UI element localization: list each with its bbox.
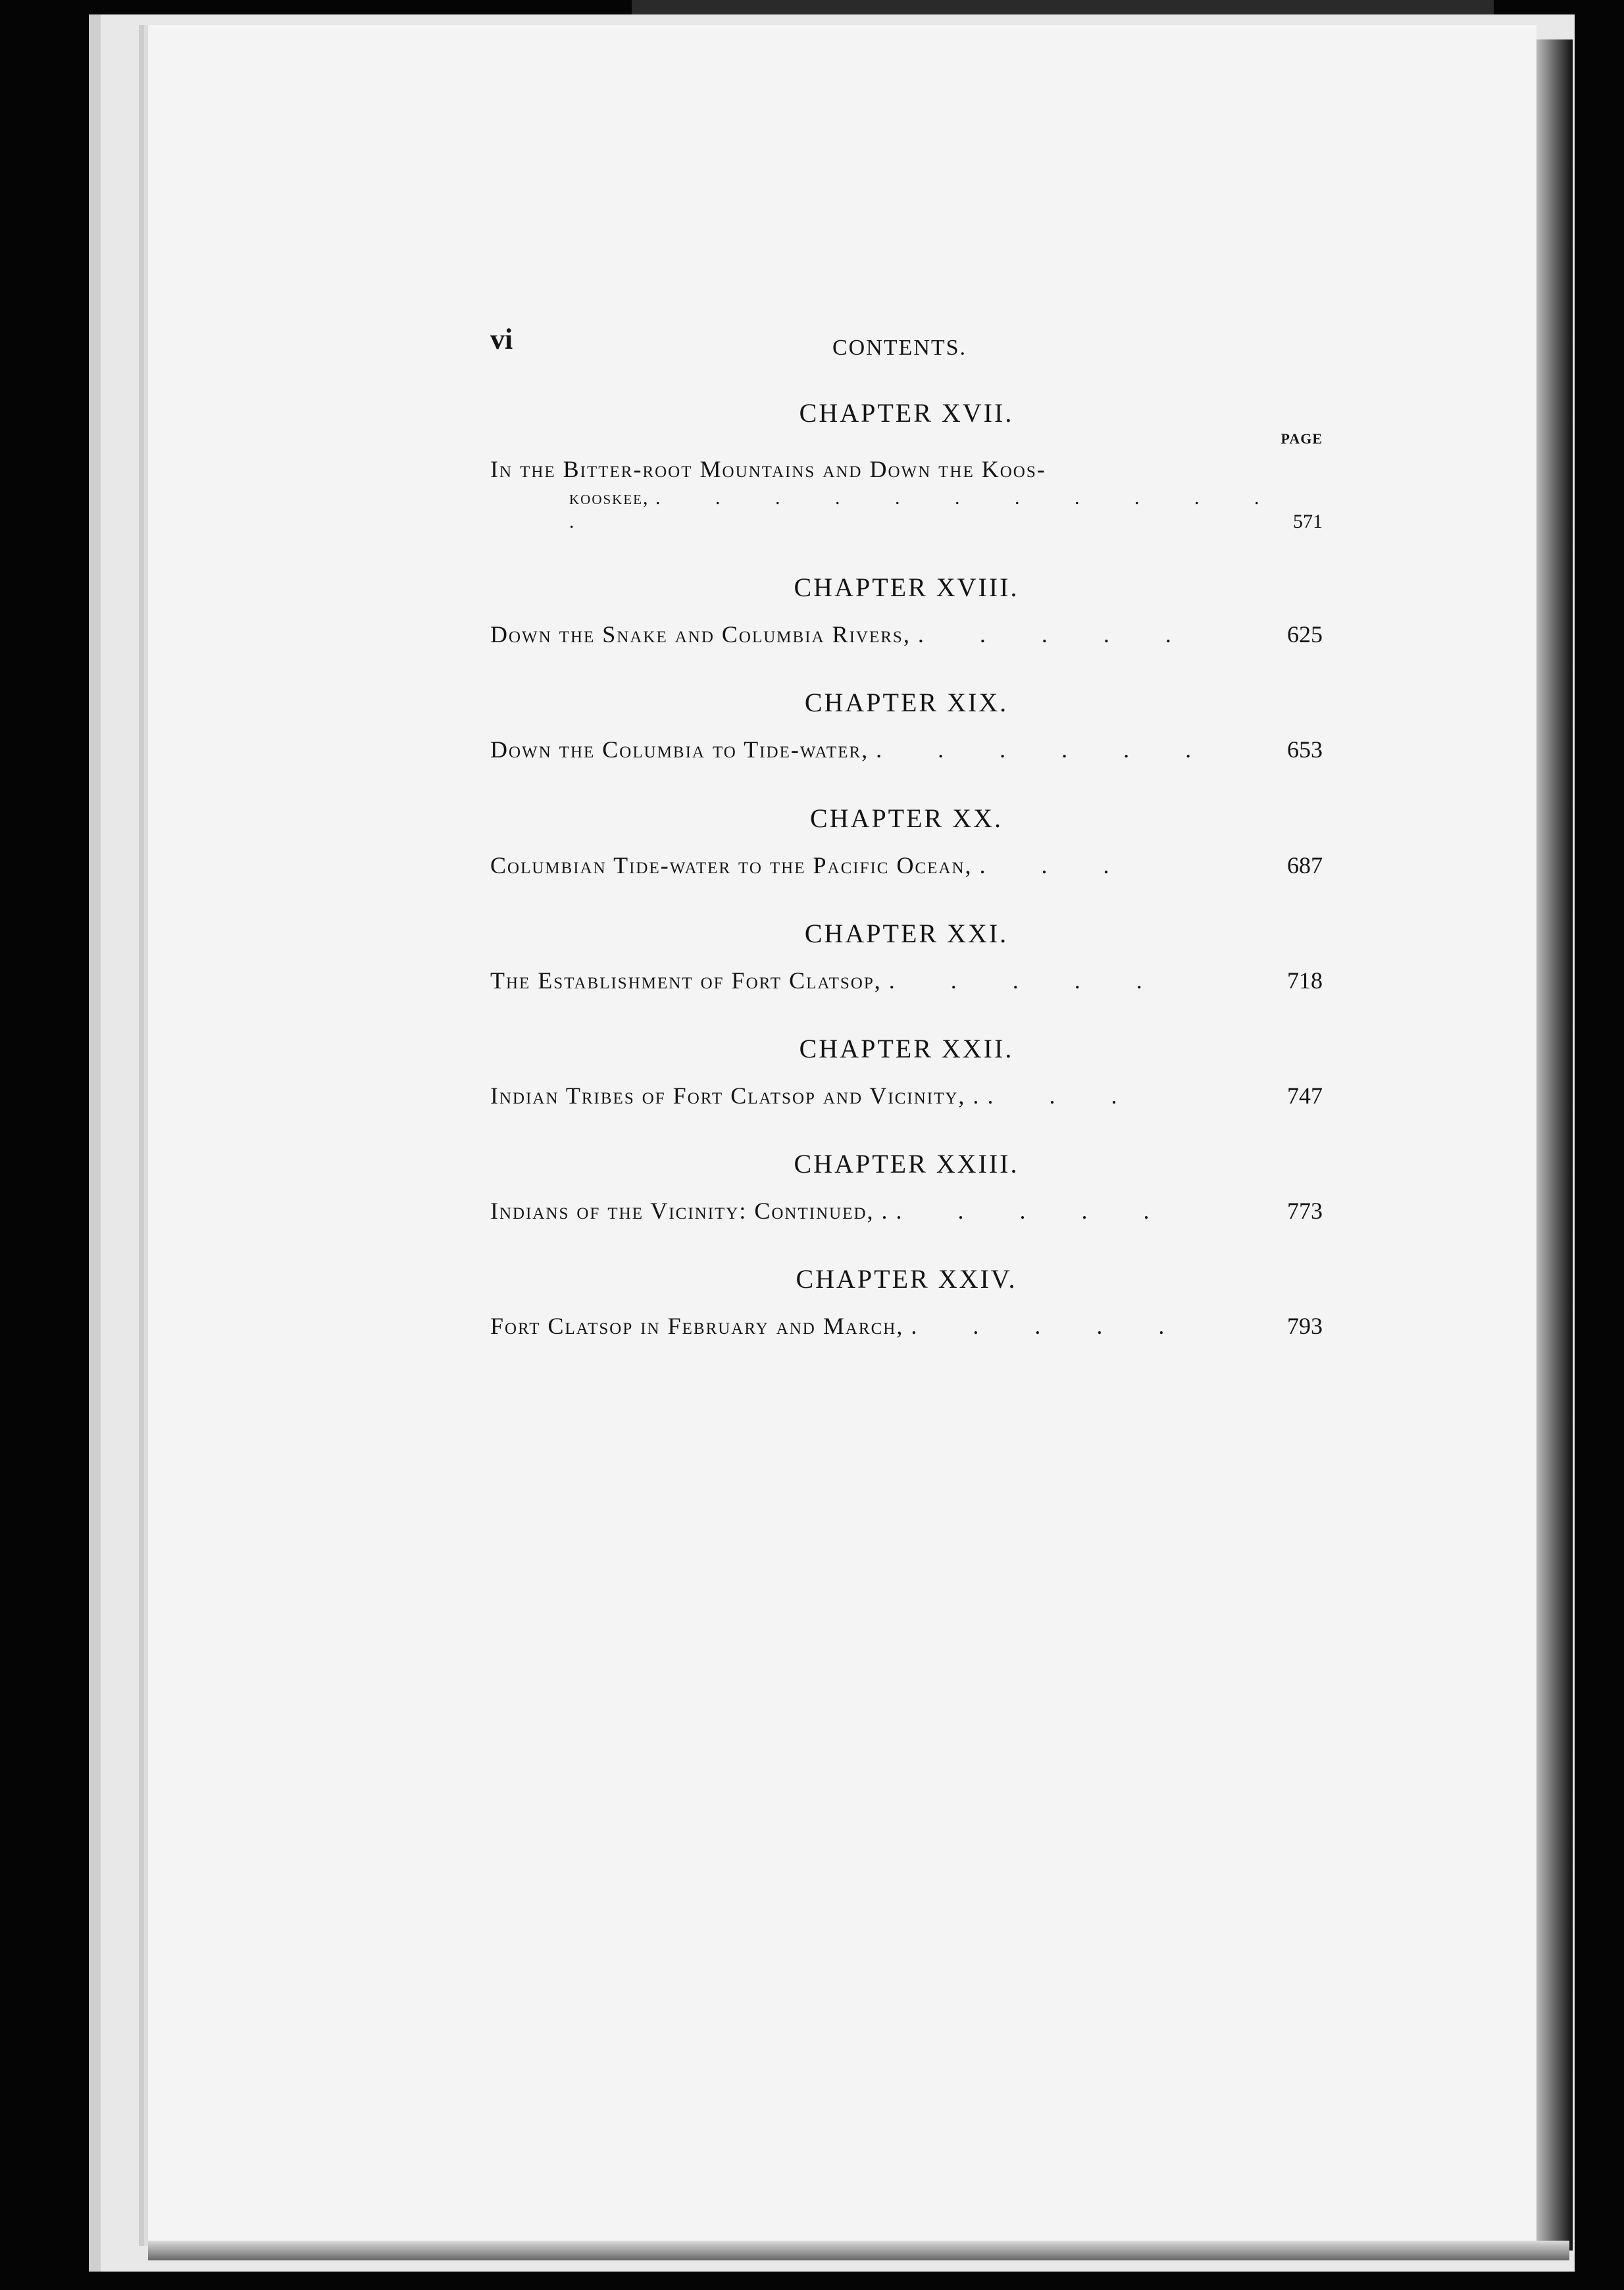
page-number: 718 xyxy=(1287,967,1323,994)
page-number: 773 xyxy=(1287,1198,1323,1225)
leader-dots: . . . . . xyxy=(917,621,1196,648)
chapter-entry xyxy=(490,1151,1323,1225)
chapter-title-line: kooskee, xyxy=(569,487,649,509)
running-head xyxy=(490,322,1323,369)
chapter-entry xyxy=(490,1033,1323,1110)
chapter-title-line: Fort Clatsop in February and March, xyxy=(490,1313,904,1340)
leader-dots: . . . . . xyxy=(896,1198,1175,1225)
leader-dots: . . . . . xyxy=(911,1313,1190,1340)
chapter-title-line: Down the Columbia to Tide-water, xyxy=(490,736,869,763)
page-number: 625 xyxy=(1287,621,1323,648)
leader-dots: . . . . . xyxy=(888,967,1167,994)
leader-dots: . . . xyxy=(979,852,1134,878)
page-number: 571 xyxy=(1293,511,1323,533)
page-number: 687 xyxy=(1287,852,1323,878)
page-gutter-shadow xyxy=(1536,39,1573,2251)
chapter-title-line: Columbian Tide-water to the Pacific Ocean, xyxy=(490,852,973,878)
chapter-title xyxy=(490,852,1323,880)
chapter-title xyxy=(490,430,1323,484)
leader-dots: . . . . . . xyxy=(876,736,1217,763)
chapter-title-line: The Establishment of Fort Clatsop, xyxy=(490,967,882,994)
chapter-title xyxy=(490,1082,1323,1110)
chapter-entry xyxy=(490,1266,1323,1340)
contents-text-block xyxy=(490,322,1323,1341)
page-bottom-edge xyxy=(148,2241,1569,2260)
chapter-title-line: Down the Snake and Columbia Rivers, xyxy=(490,621,911,648)
chapter-heading: CHAPTER XVII. xyxy=(799,398,1014,428)
page-column-label: PAGE xyxy=(1281,430,1323,447)
chapter-title xyxy=(490,736,1323,764)
chapter-title-continuation xyxy=(490,486,1323,534)
leader-dots: . . . . . . . . . . . . xyxy=(569,487,1284,533)
leader-dots: . . . xyxy=(987,1082,1142,1109)
chapter-entry xyxy=(490,574,1323,649)
chapter-entry xyxy=(490,805,1323,880)
chapter-title xyxy=(490,1197,1323,1225)
chapter-heading: CHAPTER XXIII. xyxy=(794,1149,1019,1179)
page-number: 747 xyxy=(1287,1082,1323,1109)
page-number: 653 xyxy=(1287,736,1323,763)
chapter-heading: CHAPTER XXI. xyxy=(804,918,1009,948)
chapter-entry xyxy=(490,400,1323,534)
running-head-title: CONTENTS. xyxy=(832,336,967,360)
chapter-title-line: Indians of the Vicinity: Continued, . xyxy=(490,1198,889,1225)
chapter-title xyxy=(490,967,1323,995)
chapter-heading: CHAPTER XIX. xyxy=(804,688,1009,718)
page-number: 793 xyxy=(1287,1313,1323,1340)
page-folio: vi xyxy=(490,323,513,355)
chapter-title-line: Indian Tribes of Fort Clatsop and Vicinity, . xyxy=(490,1082,980,1109)
chapter-title-line: In the Bitter-root Mountains and Down the Koos- xyxy=(490,456,1046,482)
chapter-heading: CHAPTER XX. xyxy=(809,803,1003,833)
chapter-title xyxy=(490,1312,1323,1340)
chapter-title xyxy=(490,621,1323,649)
chapter-entry xyxy=(490,690,1323,764)
chapter-heading: CHAPTER XXII. xyxy=(799,1033,1014,1063)
chapter-entry xyxy=(490,918,1323,995)
chapter-heading: CHAPTER XXIV. xyxy=(796,1264,1017,1294)
chapter-heading: CHAPTER XVIII. xyxy=(794,572,1019,603)
